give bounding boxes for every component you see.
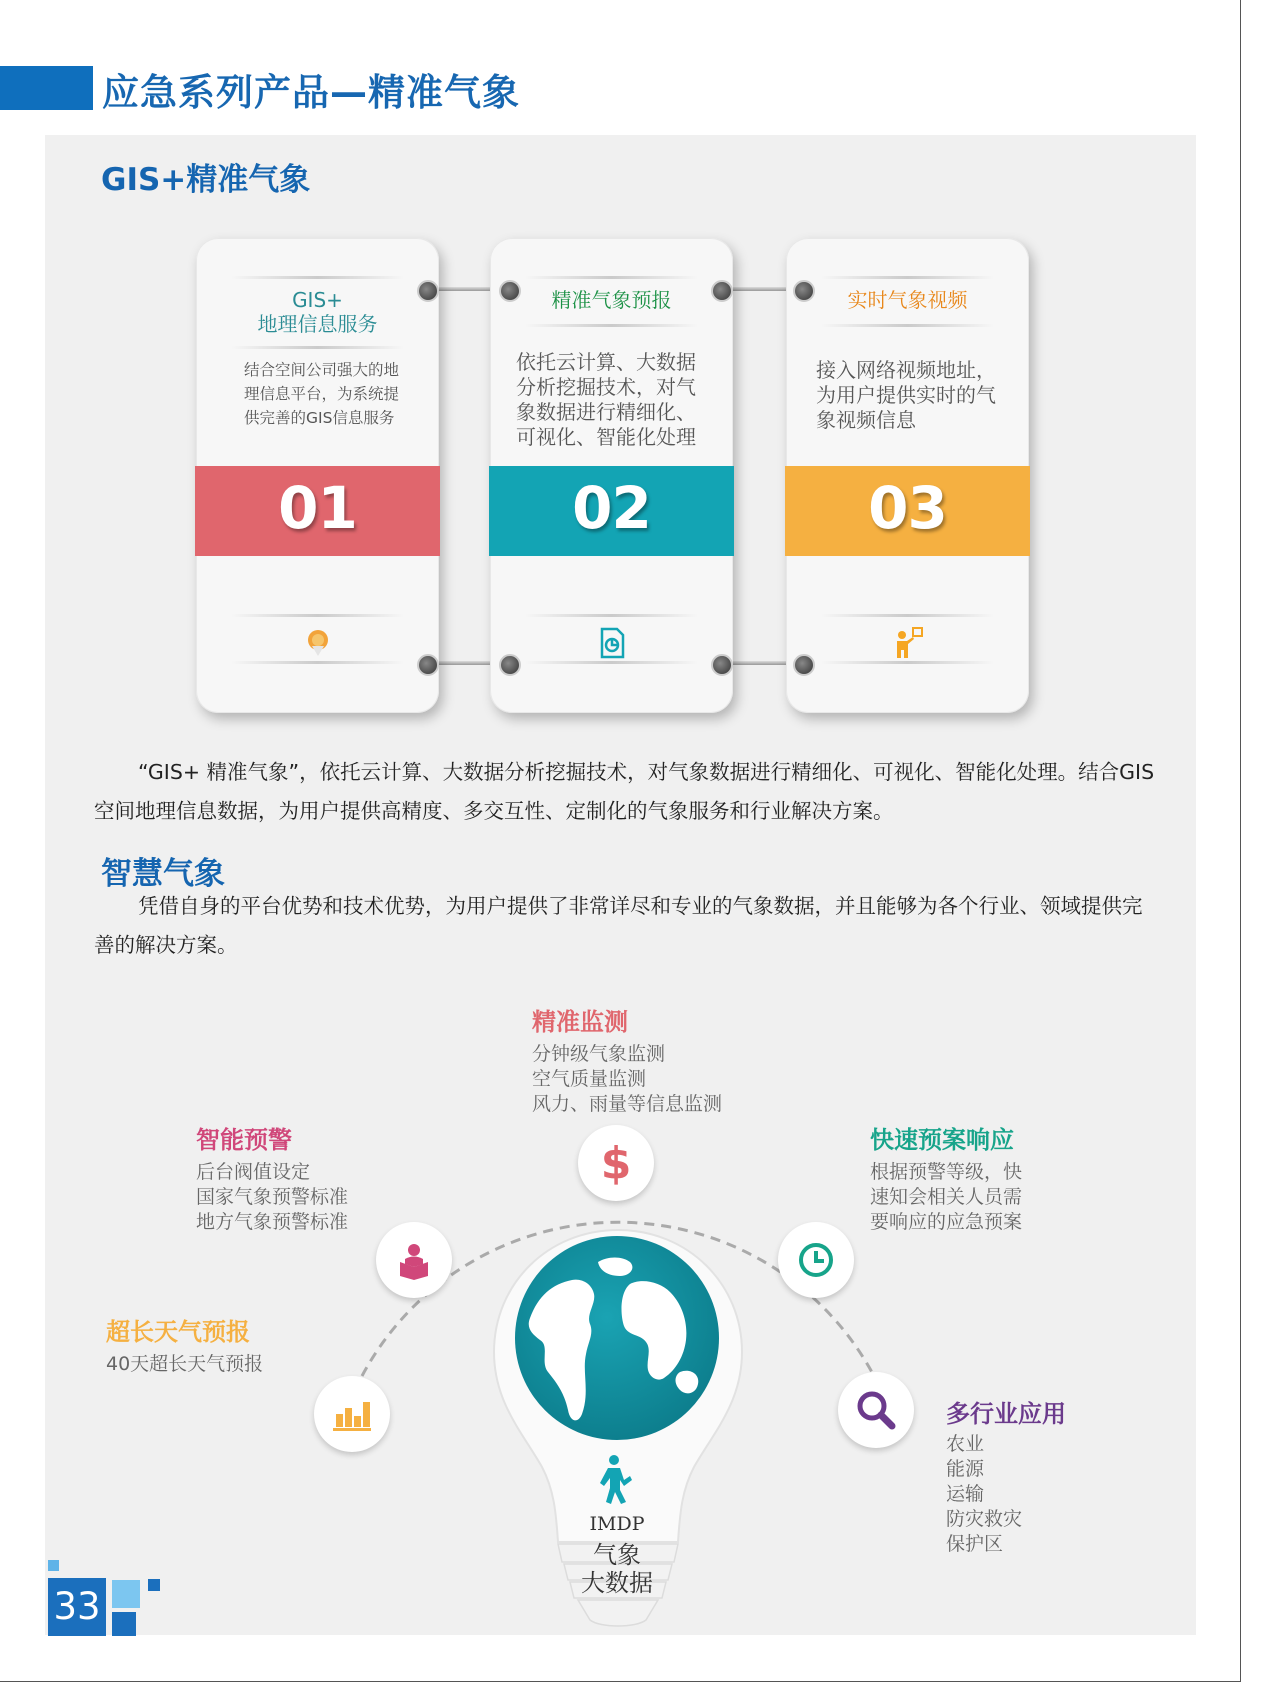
feature-line: 根据预警等级，快 <box>870 1161 1023 1183</box>
card-body: 接入网络视频地址，为用户提供实时的气象视频信息 <box>816 358 996 432</box>
feature-line: 分钟级气象监测 <box>532 1043 666 1065</box>
gis-description: “GIS+ 精准气象”，依托云计算、大数据分析挖掘技术，对气象数据进行精细化、可视化、智能化处理。结合GIS空间地理信息数据，为用户提供高精度、多交互性、定制化的气象服务和行业解决方案。 <box>94 760 1155 823</box>
feature-lines <box>196 1160 348 1235</box>
reader-icon <box>394 1240 434 1280</box>
page-title: 应急系列产品—精准气象 <box>102 71 520 114</box>
decor-square <box>112 1612 136 1636</box>
feature-line: 要响应的应急预案 <box>870 1211 1023 1233</box>
feature-lines <box>106 1352 263 1377</box>
feature-line: 后台阀值设定 <box>196 1161 311 1183</box>
feature-title: 快速预案响应 <box>870 1126 1014 1154</box>
card-body: 结合空间公司强大的地理信息平台，为系统提供完善的GIS信息服务 <box>244 361 400 427</box>
feature-line: 防灾救灾 <box>946 1508 1023 1530</box>
feature-title: 智能预警 <box>196 1126 292 1154</box>
card-number: 03 <box>868 474 947 542</box>
section-title-gis: GIS+精准气象 <box>101 162 311 198</box>
card-body: 依托云计算、大数据分析挖掘技术，对气象数据进行精细化、可视化、智能化处理 <box>516 350 696 449</box>
feature-icon-circle <box>314 1376 390 1452</box>
feature-icon-circle <box>838 1372 914 1448</box>
feature-title: 超长天气预报 <box>106 1318 250 1346</box>
feature-title: 精准监测 <box>532 1008 628 1036</box>
card-heading: 精准气象预报 <box>551 288 672 312</box>
card-number: 02 <box>572 474 651 542</box>
feature-title: 多行业应用 <box>946 1400 1066 1428</box>
feature-lines <box>532 1042 722 1117</box>
search-icon <box>854 1388 898 1432</box>
decor-square <box>48 1560 59 1571</box>
decor-square <box>112 1580 140 1608</box>
bar-chart-icon <box>331 1396 373 1432</box>
feature-icon-circle <box>778 1222 854 1298</box>
card-heading: 实时气象视频 <box>847 288 968 312</box>
dollar-icon: $ <box>600 1137 632 1189</box>
feature-line: 空气质量监测 <box>532 1068 647 1090</box>
feature-icon-circle <box>376 1222 452 1298</box>
feature-icon-circle <box>578 1125 654 1201</box>
feature-line: 保护区 <box>946 1533 1004 1555</box>
bulb-label-line1: IMDP <box>589 1513 645 1535</box>
feature-line: 农业 <box>946 1433 985 1455</box>
smart-weather-description: 凭借自身的平台优势和技术优势，为用户提供了非常详尽和专业的气象数据，并且能够为各个行业、领域提供完善的解决方案。 <box>94 894 1143 957</box>
feature-line: 能源 <box>946 1458 985 1480</box>
feature-lines <box>870 1160 1022 1235</box>
bulb-label-line2: 气象 <box>593 1541 641 1569</box>
card-heading: GIS+ 地理信息服务 <box>257 288 378 336</box>
feature-line: 速知会相关人员需 <box>870 1186 1023 1208</box>
clock-icon <box>796 1240 836 1280</box>
feature-line: 运输 <box>946 1483 985 1505</box>
feature-lines <box>946 1432 1022 1557</box>
decor-square <box>148 1579 160 1591</box>
feature-line: 风力、雨量等信息监测 <box>532 1093 723 1115</box>
bulb-label-line3: 大数据 <box>581 1569 653 1597</box>
card-number: 01 <box>278 474 357 542</box>
feature-line: 国家气象预警标准 <box>196 1186 349 1208</box>
feature-line: 40天超长天气预报 <box>106 1353 264 1375</box>
page-number: 33 <box>48 1578 106 1636</box>
feature-line: 地方气象预警标准 <box>196 1211 349 1233</box>
section-title-smart-weather: 智慧气象 <box>101 856 225 892</box>
